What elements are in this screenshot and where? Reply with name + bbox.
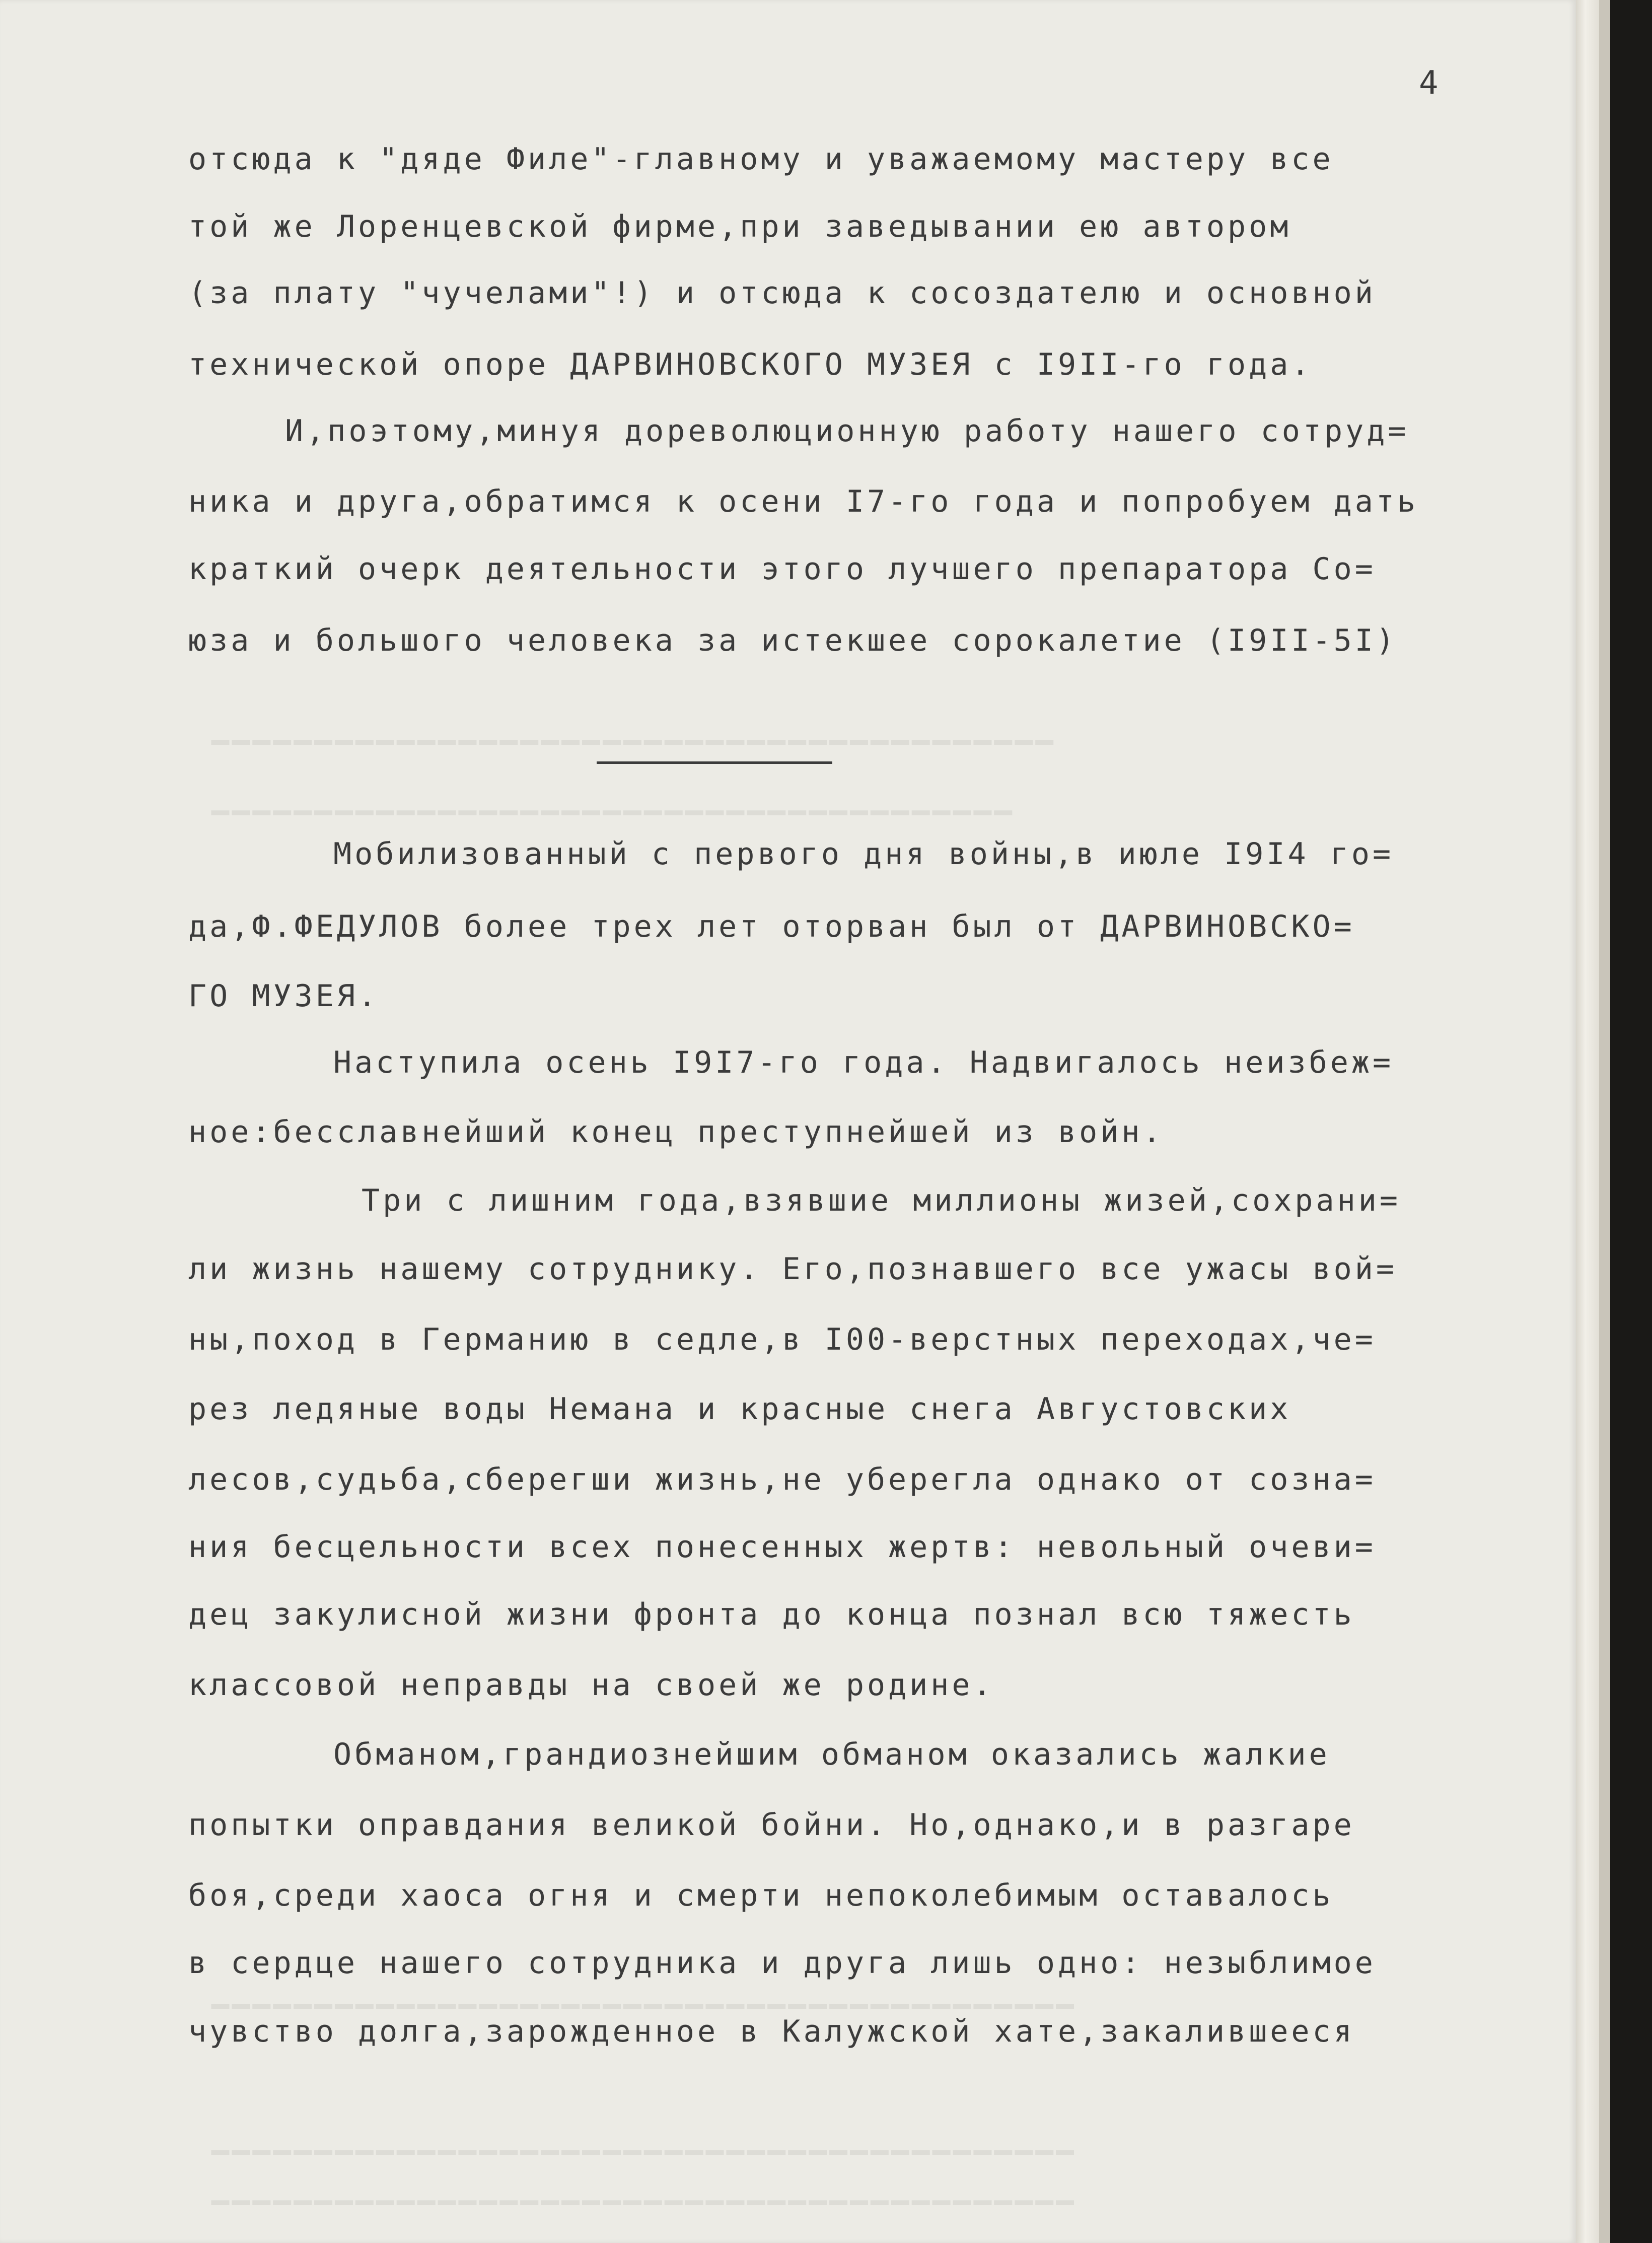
bleed-through-text: ━━━━━━━━━━━━━━━━━━━━━━━━━━━━━━━━━━━━━━━ [211, 796, 1015, 830]
bleed-through-text: ━━━━━━━━━━━━━━━━━━━━━━━━━━━━━━━━━━━━━━━━━━ [211, 2186, 1077, 2220]
page-edge-shadow [1599, 0, 1610, 2243]
text-line: И,поэтому,минуя дореволюционную работу нашего сотруд= [285, 413, 1409, 449]
text-line: классовой неправды на своей же родине. [188, 1667, 994, 1703]
text-line: ны,поход в Германию в седле,в I00-верстных переходах,че= [188, 1322, 1376, 1357]
text-line: ли жизнь нашему сотруднику. Его,познавшего все ужасы вой= [188, 1251, 1398, 1287]
text-line: в сердце нашего сотрудника и друга лишь одно: незыблимое [188, 1945, 1376, 1981]
text-line: отсюда к "дяде Филе"-главному и уважаемому мастеру все [188, 142, 1334, 177]
text-line: рез ледяные воды Немана и красные снега Августовских [188, 1391, 1291, 1427]
text-line: чувство долга,зарожденное в Калужской хате,закалившееся [188, 2014, 1355, 2049]
page-edge [1576, 0, 1599, 2243]
text-line: ное:бесславнейший конец преступнейшей из войн. [188, 1114, 1164, 1150]
text-line: ника и друга,обратимся к осени I7-го года и попробуем дать [188, 484, 1419, 519]
text-line: Обманом,грандиознейшим обманом оказались жалкие [333, 1737, 1330, 1772]
text-line: ния бесцельности всех понесенных жертв: невольный очеви= [188, 1529, 1376, 1565]
bleed-through-text: ━━━━━━━━━━━━━━━━━━━━━━━━━━━━━━━━━━━━━━━━━━ [211, 2135, 1077, 2169]
text-line: да,Ф.ФЕДУЛОВ более трех лет оторван был от ДАРВИНОВСКО= [188, 909, 1355, 944]
page-number: 4 [1419, 64, 1439, 102]
text-line: (за плату "чучелами"!) и отсюда к сосоздателю и основной [188, 275, 1376, 311]
section-divider [597, 761, 832, 764]
text-line: Три с лишним года,взявшие миллионы жизей,сохрани= [362, 1183, 1401, 1218]
text-line: Наступила осень I9I7-го года. Надвигалось неизбеж= [333, 1045, 1394, 1080]
text-line: дец закулисной жизни фронта до конца познал всю тяжесть [188, 1597, 1355, 1632]
text-line: Мобилизованный с первого дня войны,в июле I9I4 го= [333, 836, 1394, 872]
text-line: юза и большого человека за истекшее сорокалетие (I9II-5I) [188, 623, 1398, 658]
text-line: ГО МУЗЕЯ. [188, 978, 380, 1014]
text-line: технической опоре ДАРВИНОВСКОГО МУЗЕЯ с I9II-го года. [188, 347, 1313, 382]
text-line: лесов,судьба,сберегши жизнь,не уберегла однако от созна= [188, 1462, 1376, 1497]
bleed-through-text: ━━━━━━━━━━━━━━━━━━━━━━━━━━━━━━━━━━━━━━━━━━ [211, 1989, 1077, 2023]
bleed-through-text: ━━━━━━━━━━━━━━━━━━━━━━━━━━━━━━━━━━━━━━━━━ [211, 725, 1056, 759]
text-line: краткий очерк деятельности этого лучшего препаратора Со= [188, 551, 1376, 587]
text-line: боя,среди хаоса огня и смерти непоколебимым оставалось [188, 1878, 1334, 1913]
text-line: той же Лоренцевской фирме,при заведывании ею автором [188, 209, 1291, 244]
text-line: попытки оправдания великой бойни. Но,однако,и в разгаре [188, 1807, 1355, 1843]
